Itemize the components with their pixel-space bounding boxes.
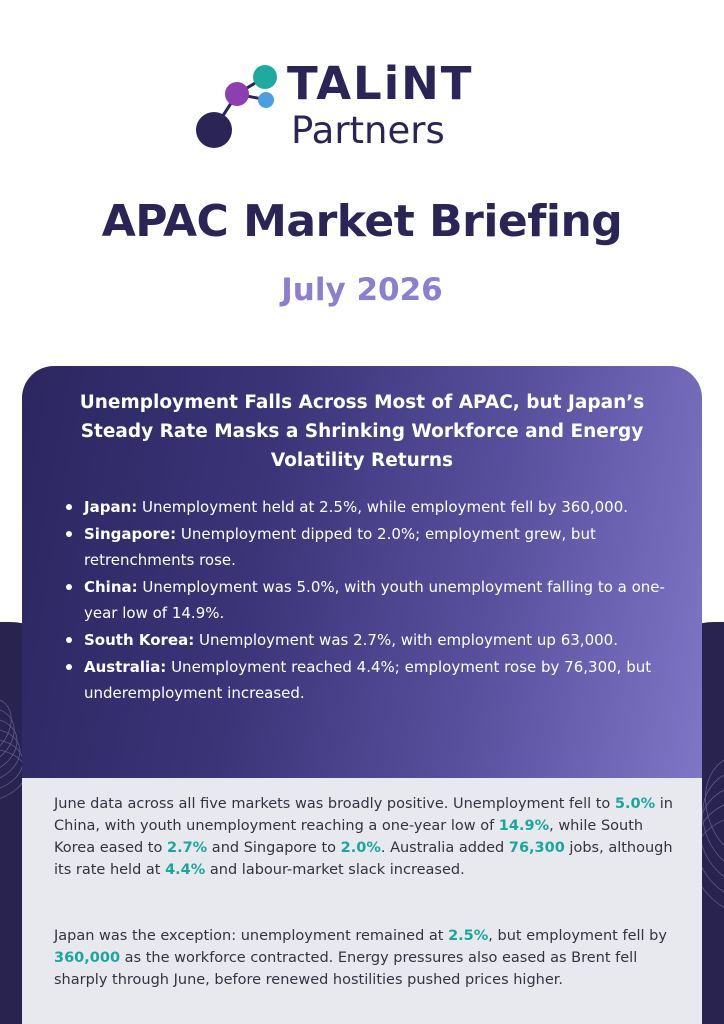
highlight-value: 2.7% <box>166 840 208 856</box>
text-run: jobs, although its rate held at <box>54 840 673 878</box>
text-run: Japan was the exception: unemployment remained at <box>54 928 449 944</box>
text-run: in China, with youth unemployment reaching a one-year low of <box>54 796 673 834</box>
highlight-value: 360,000 <box>54 950 121 966</box>
text-run: June data across all five markets was broadly positive. Unemployment fell to <box>54 796 615 812</box>
bullet-australia <box>66 654 686 706</box>
body-section <box>22 778 702 1024</box>
bullet-label: South Korea: <box>84 631 195 649</box>
summary-card <box>22 366 702 778</box>
bullet-china <box>66 574 686 626</box>
bullet-label: China: <box>84 578 138 596</box>
body-paragraph-1 <box>54 793 682 881</box>
brand-name: TALiNT <box>287 57 474 110</box>
page-date: July 2026 <box>281 272 443 308</box>
highlight-value: 5.0% <box>614 796 656 812</box>
highlight-value: 2.5% <box>448 928 489 944</box>
text-run: and labour-market slack increased. <box>205 862 465 878</box>
bullet-singapore <box>66 521 686 573</box>
bullet-label: Japan: <box>84 498 138 516</box>
bullet-text: Unemployment was 5.0%, with youth unemployment falling to a one-year low of 14.9%. <box>84 578 665 622</box>
bullet-text: Unemployment was 2.7%, with employment up 63,000. <box>194 631 618 649</box>
text-run: , but employment fell by <box>488 928 667 944</box>
text-run: . Australia added <box>380 840 509 856</box>
summary-headline: Unemployment Falls Across Most of APAC, but Japan’s Steady Rate Masks a Shrinking Workforce and Energy Volatility Returns <box>79 392 645 471</box>
text-run: , while South Korea eased to <box>54 818 644 856</box>
bullet-japan <box>66 494 686 520</box>
bullet-label: Australia: <box>84 658 167 676</box>
highlight-value: 14.9% <box>498 818 550 834</box>
highlight-value: 76,300 <box>508 840 565 856</box>
text-run: and Singapore to <box>207 840 341 856</box>
bullet-south-korea <box>66 627 686 653</box>
page-title: APAC Market Briefing <box>101 196 623 247</box>
bullet-text: Unemployment reached 4.4%; employment rose by 76,300, but underemployment increased. <box>84 658 652 702</box>
country-bullet-list <box>66 494 686 707</box>
text-run: as the workforce contracted. Energy pressures also eased as Brent fell sharply through June, before renewed hostilities pushed prices higher. <box>54 950 638 988</box>
bullet-label: Singapore: <box>84 525 177 543</box>
brand-logo <box>195 58 505 158</box>
highlight-value: 2.0% <box>340 840 381 856</box>
bullet-text: Unemployment held at 2.5%, while employment fell by 360,000. <box>137 498 629 516</box>
body-paragraph-2 <box>54 925 682 991</box>
bullet-text: Unemployment dipped to 2.0%; employment grew, but retrenchments rose. <box>84 525 596 569</box>
logo-molecule-icon <box>195 58 285 153</box>
brand-subname: Partners <box>291 109 445 152</box>
highlight-value: 4.4% <box>165 862 206 878</box>
